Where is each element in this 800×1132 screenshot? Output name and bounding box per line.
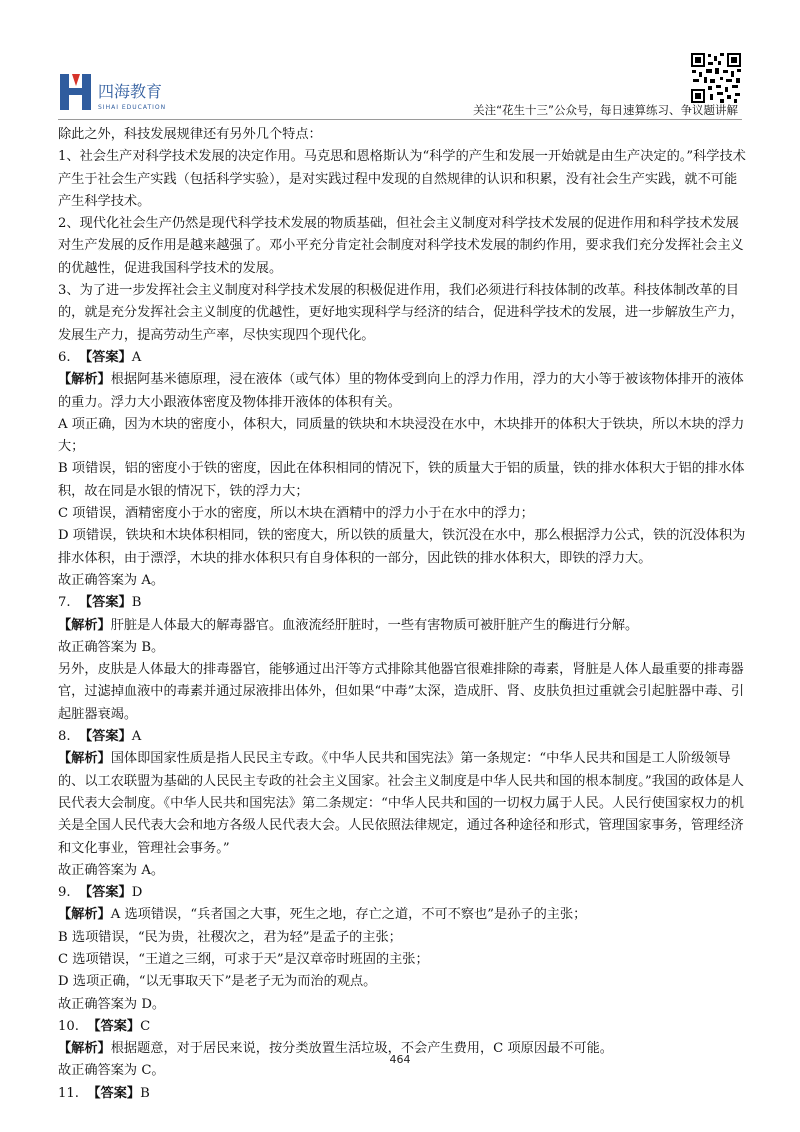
answer-value: C — [140, 1018, 151, 1034]
answer-line — [58, 347, 750, 369]
page-header — [0, 0, 800, 118]
answer-line — [58, 592, 750, 614]
paragraph: 1、社会生产对科学技术发展的决定作用。马克思和恩格斯认为“科学的产生和发展一开始就是由生产决定的。”科学技术产生于社会生产实践（包括科学实验），是对实践过程中发现的自然规律的认识和积累，没有社会生产实践，就不可能产生科学技术。 — [58, 149, 746, 209]
answer-value: D — [131, 885, 143, 901]
conclusion-line: 故正确答案为 C。 — [58, 1063, 165, 1079]
document-body — [58, 124, 750, 1105]
paragraph: 2、现代化社会生产仍然是现代科学技术发展的物质基础，但社会主义制度对科学技术发展的促进作用和科学技术发展对生产发展的反作用是越来越强了。邓小平充分肯定社会制度对科学技术发展的制约作用，要求我们充分发挥社会主义的优越性，促进我国科学技术的发展。 — [58, 216, 744, 276]
answer-value: B — [140, 1085, 150, 1101]
analysis-label: 【解析】 — [58, 1041, 111, 1057]
question-number: 11. — [58, 1085, 79, 1101]
analysis-text: 根据题意，对于居民来说，按分类放置生活垃圾，不会产生费用，C 项原因最不可能。 — [110, 1041, 613, 1057]
question-number: 9. — [58, 885, 71, 901]
explanation-line: B 选项错误，“民为贵，社稷次之，君为轻”是孟子的主张； — [58, 929, 402, 945]
answer-line — [58, 882, 750, 904]
answer-label: 【答案】 — [87, 1085, 141, 1101]
answer-label: 【答案】 — [78, 349, 132, 365]
logo-text: 四海教育 — [98, 82, 163, 101]
answer-value: A — [131, 349, 142, 365]
conclusion-line: 故正确答案为 D。 — [58, 996, 166, 1012]
explanation-line: 另外，皮肤是人体最大的排毒器官，能够通过出汗等方式排除其他器官很难排除的毒素，肾脏是人体人最重要的排毒器官，过滤掉血液中的毒素并通过尿液排出体外，但如果“中毒”太深，造成肝、肾、皮肤负担过重就会引起脏器中毒、引起脏器衰竭。 — [58, 662, 745, 722]
analysis-label: 【解析】 — [58, 751, 111, 767]
question-number: 6. — [58, 349, 71, 365]
answer-label: 【答案】 — [78, 729, 132, 745]
analysis-text: 根据阿基米德原理，浸在液体（或气体）里的物体受到向上的浮力作用，浮力的大小等于被该物体排开的液体的重力。浮力大小跟液体密度及物体排开液体的体积有关。 — [58, 372, 744, 410]
answer-label: 【答案】 — [78, 595, 132, 611]
analysis-line — [58, 369, 750, 414]
explanation-line: B 项错误，铝的密度小于铁的密度，因此在体积相同的情况下，铁的质量大于铝的质量，铁的排水体积大于铝的排水体积，故在同是水银的情况下，铁的浮力大； — [58, 461, 745, 499]
analysis-label: 【解析】 — [58, 372, 111, 388]
answer-label: 【答案】 — [78, 885, 132, 901]
conclusion-line: 故正确答案为 A。 — [58, 572, 165, 588]
analysis-line — [58, 904, 750, 926]
question-number: 8. — [58, 729, 71, 745]
answer-value: B — [131, 595, 142, 611]
explanation-line: D 项错误，铁块和木块体积相同，铁的密度大，所以铁的质量大，铁沉没在水中，那么根据浮力公式，铁的沉没体积为排水体积，由于漂浮，木块的排水体积只有自身体积的一部分，因此铁的排水体积大，即铁的浮力大。 — [58, 528, 746, 566]
conclusion-line: 故正确答案为 B。 — [58, 639, 165, 655]
analysis-text: 肝脏是人体最大的解毒器官。血液流经肝脏时，一些有害物质可被肝脏产生的酶进行分解。 — [110, 617, 639, 633]
qr-code — [690, 52, 742, 104]
page-number: 464 — [389, 1053, 411, 1066]
explanation-line: A 项正确，因为木块的密度小，体积大，同质量的铁块和木块浸没在水中，木块排开的体积大于铁块，所以木块的浮力大； — [58, 416, 745, 455]
analysis-label: 【解析】 — [58, 907, 111, 923]
paragraph: 3、为了进一步发挥社会主义制度对科学技术发展的积极促进作用，我们必须进行科技体制的改革。科技体制改革的目的，就是充分发挥社会主义制度的优越性，更好地实现科学与经济的结合，促进科学技术的发展，进一步解放生产力，发展生产力，提高劳动生产率，尽快实现四个现代化。 — [58, 283, 744, 343]
answer-line — [58, 1016, 750, 1038]
question-number: 10. — [58, 1018, 79, 1034]
analysis-text: A 选项错误，“兵者国之大事，死生之地，存亡之道，不可不察也”是孙子的主张； — [110, 907, 587, 923]
answer-label: 【答案】 — [87, 1018, 141, 1034]
sihai-education-logo — [60, 72, 185, 114]
answer-value: A — [131, 729, 142, 745]
answer-line — [58, 1083, 750, 1105]
analysis-text: 国体即国家性质是指人民民主专政。《中华人民共和国宪法》第一条规定：“中华人民共和国是工人阶级领导的、以工农联盟为基础的人民民主专政的社会主义国家。社会主义制度是中华人民共和国的根本制度。”我国的政体是人民代表大会制度。《中华人民共和国宪法》第二条规定：“中华人民共和国的一切权力属于人民。人民行使国家权力的机关是全国人民代表大会和地方各级人民代表大会。人民依照法律规定，通过各种途径和形式，管理国家事务，管理经济和文化事业，管理社会事务。” — [58, 751, 744, 856]
analysis-label: 【解析】 — [58, 617, 111, 633]
paragraph: 除此之外，科技发展规律还有另外几个特点： — [58, 127, 322, 142]
header-slogan: 关注“花生十三”公众号，每日速算练习、争议题讲解 — [473, 103, 738, 117]
header-divider — [58, 119, 742, 120]
logo-subtext: SIHAI EDUCATION — [98, 104, 167, 111]
explanation-line: D 选项正确，“以无事取天下”是老子无为而治的观点。 — [58, 974, 377, 990]
explanation-line: C 选项错误，“王道之三纲，可求于天”是汉章帝时班固的主张； — [58, 951, 429, 967]
analysis-line — [58, 748, 750, 859]
answer-line — [58, 726, 750, 748]
explanation-line: C 项错误，酒精密度小于水的密度，所以木块在酒精中的浮力小于在水中的浮力； — [58, 506, 534, 522]
analysis-line — [58, 615, 750, 637]
conclusion-line: 故正确答案为 A。 — [58, 862, 165, 878]
question-number: 7. — [58, 595, 71, 611]
